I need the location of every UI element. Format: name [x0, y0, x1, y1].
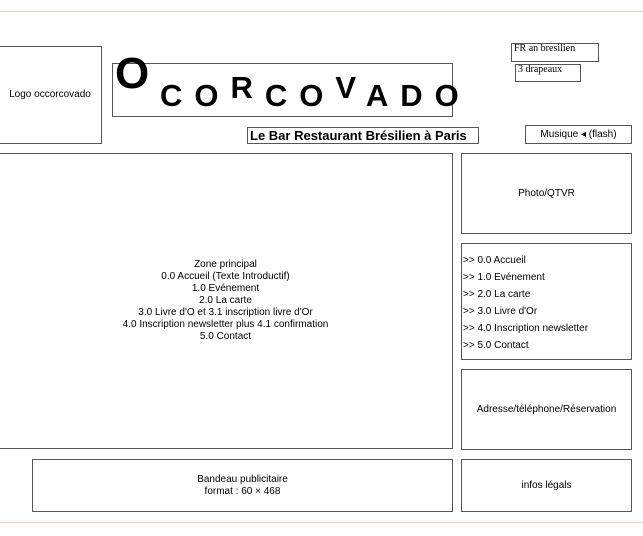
flags-label: 3 drapeaux — [518, 64, 563, 75]
language-label: FR an bresilien — [514, 43, 576, 54]
main-zone-line: 1.0 Evénement — [191, 283, 260, 294]
main-zone-line: 2.0 La carte — [199, 295, 252, 306]
logo-placeholder-label: Logo occorcovado — [9, 89, 91, 100]
nav-item-newsletter[interactable]: >> 4.0 Inscription newsletter — [463, 323, 589, 334]
music-label: Musique ◂ (flash) — [540, 128, 617, 140]
music-button[interactable] — [525, 125, 632, 144]
ad-banner-title: Bandeau publicitaire — [197, 473, 288, 485]
brand-letter: O — [299, 78, 336, 113]
main-zone[interactable] — [0, 153, 453, 449]
brand-initial: O — [115, 49, 150, 98]
nav-item-contact[interactable]: >> 5.0 Contact — [463, 340, 529, 351]
main-zone-line: 5.0 Contact — [199, 331, 252, 342]
photo-label: Photo/QTVR — [518, 187, 575, 199]
brand-letter: C — [160, 78, 195, 113]
legal-info[interactable] — [461, 459, 632, 512]
nav-item-accueil[interactable]: >> 0.0 Accueil — [463, 255, 526, 266]
ad-banner[interactable] — [32, 459, 453, 512]
tagline: Le Bar Restaurant Brésilien à Paris — [250, 128, 467, 143]
nav-item-livre-dor[interactable]: >> 3.0 Livre d'Or — [463, 306, 538, 317]
tagline-box — [247, 127, 479, 144]
brand-letter: V — [335, 70, 366, 105]
main-zone-line: Zone principal — [194, 259, 257, 270]
brand-letter: O — [194, 78, 231, 113]
brand-letter: D — [400, 78, 435, 113]
nav-menu — [461, 243, 632, 360]
main-zone-line: 0.0 Accueil (Texte Introductif) — [161, 271, 290, 282]
top-divider — [0, 11, 643, 12]
nav-item-la-carte[interactable]: >> 2.0 La carte — [463, 289, 531, 300]
photo-qtvr[interactable] — [461, 153, 632, 234]
flags-box[interactable] — [515, 64, 581, 82]
brand-letter: R — [230, 70, 265, 105]
main-zone-line: 4.0 Inscription newsletter plus 4.1 confirmation — [122, 319, 329, 330]
nav-item-evenement[interactable]: >> 1.0 Evénement — [463, 272, 545, 283]
brand-letter: O — [434, 78, 471, 113]
main-zone-line: 3.0 Livre d'O et 3.1 inscription livre d'Or — [138, 307, 313, 318]
ad-banner-format: format : 60 × 468 — [204, 485, 281, 497]
brand-letter: A — [365, 78, 401, 113]
brand-letter: C — [264, 78, 300, 113]
language-box[interactable] — [511, 43, 599, 62]
ad-banner-text — [197, 474, 288, 498]
address-label: Adresse/téléphone/Réservation — [476, 403, 617, 415]
legal-label: infos légals — [521, 479, 572, 491]
bottom-divider — [0, 522, 643, 523]
address-box[interactable] — [461, 369, 632, 450]
main-zone-text — [123, 259, 329, 343]
logo-placeholder[interactable] — [0, 46, 102, 144]
brand-name — [160, 70, 471, 114]
